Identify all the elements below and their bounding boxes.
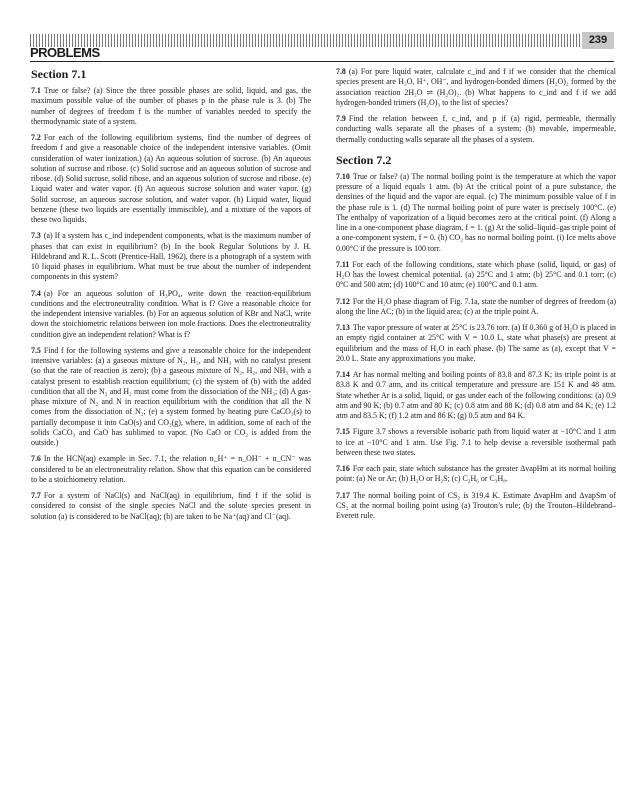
problem-item (336, 260, 616, 291)
problem-text: Find the relation between f, c_ind, and p if (a) rigid, permeable, thermally conducting walls separate all the phases of a system; (b) movable, impermeable, thermally conducting walls separate all the phases of a system. (336, 114, 616, 144)
problem-text: For each pair, state which substance has the greater ΔvapHm at its normal boiling point: (a) Ne or Ar; (b) H₂O or H₂S; (c) C₂H₆ or C₃H₈. (336, 464, 616, 484)
problem-number: 7.17 (336, 490, 350, 500)
problem-item (31, 231, 311, 282)
problem-number: 7.2 (31, 133, 41, 142)
problem-number: 7.15 (336, 427, 350, 437)
chapter-problems-title-bar (30, 44, 614, 62)
problem-number: 7.14 (336, 370, 350, 379)
problem-item (31, 86, 311, 127)
problem-text: The vapor pressure of water at 25°C is 23.76 torr. (a) If 0.360 g of H₂O is placed in an empty rigid container at 25°C with V = 10.0 L, state what phase(s) are present at equilibrium and the mass of H₂O in each phase. (b) The same as (a), except that V = 20.0 L. State any approximations you make. (336, 323, 616, 363)
problem-number: 7.5 (31, 345, 41, 355)
problem-item (336, 67, 616, 108)
problem-number: 7.1 (31, 86, 41, 95)
problem-text: (a) For pure liquid water, calculate c_ind and f if we consider that the chemical species present are H₂O, H⁺, OH⁻, and hydrogen-bonded dimers (H₂O)₂ formed by the association reaction 2H₂O ⇌ (H₂O)₂. (b) What happens to c_ind and f if we add hydrogen-bonded trimers (H₂O)₃ to the list of species? (336, 67, 616, 107)
problem-item (31, 289, 311, 340)
right-column (336, 67, 616, 527)
section-heading: Section 7.1 (31, 67, 87, 81)
problem-text: Find f for the following systems and give a reasonable choice for the independent intensive variables: (a) a gaseous mixture of N₂, H₂, and NH₃ with no catalyst present (so that the rate of reaction is zero); (b) a gaseous mixture of N₂, H₂, and NH₃ with a catalyst present to establish reaction equilibrium; (c) the system of (b) with the added condition that all the N₂ and H₂ must come from the dissociation of the NH₃; (d) A gas-phase mixture of N₂ and N in reaction equilibrium with the condition that all the N comes from the dissociation of N₂; (e) a system formed by heating pure CaCO₃(s) to partially decompose it into CaO(s) and CO₂(g), where, in addition, some of each of the solids CaCO₃ and CaO has sublimed to vapor. (No CaO or CO₂ is added from the outside.) (31, 345, 311, 447)
section-heading: Section 7.2 (336, 152, 392, 167)
problem-number: 7.16 (336, 464, 350, 473)
problem-number: 7.12 (336, 296, 350, 306)
problem-item (336, 323, 616, 364)
problem-number: 7.8 (336, 67, 346, 76)
problem-item (31, 454, 311, 485)
problem-item (336, 114, 616, 145)
problem-item (336, 491, 616, 522)
problem-number: 7.4 (31, 288, 41, 298)
problem-text: Figure 3.7 shows a reversible isobaric path from liquid water at −10°C and 1 atm to ice at −10°C and 1 atm. Use Fig. 7.1 to help devise a reversible isothermal path between these two states. (336, 427, 616, 457)
problem-item (31, 346, 311, 449)
problem-item (31, 491, 311, 522)
left-column (31, 67, 311, 528)
problems-title: PROBLEMS (30, 45, 100, 60)
title-rule (30, 61, 614, 62)
problem-text: Ar has normal melting and boiling points of 83.8 and 87.3 K; its triple point is at 83.8 K and 0.7 atm, and its critical temperature and pressure are 151 K and 48 atm. State whether Ar is a solid, liquid, or gas under each of the following conditions: (a) 0.9 atm and 90 K; (b) 0.7 atm and 80 K; (c) 0.8 atm and 88 K; (d) 0.8 atm and 84 K; (e) 1.2 atm and 83.5 K; (f) 1.2 atm and 86 K; (g) 0.5 atm and 84 K. (336, 370, 616, 420)
problem-item (336, 464, 616, 485)
problem-text: (a) For an aqueous solution of H₃PO₄, write down the reaction-equilibrium conditions and the electroneutrality condition. What is f? Give a reasonable choice for the independent intensive variables. (b) For an aqueous solution of KBr and NaCl, write down the stoichiometric relations between ion mole fractions. Does the electroneutrality condition give an independent relation? What is f? (31, 288, 311, 339)
problem-text: (a) If a system has c_ind independent components, what is the maximum number of phases that can exist in equilibrium? (b) In the book Regular Solutions by J. H. Hildebrand and R. L. Scott (Prentice-Hall, 1962), there is a photograph of a system with 10 liquid phases in equilibrium. What must be true about the number of independent components in this system? (31, 231, 311, 282)
problem-number: 7.10 (336, 171, 350, 181)
problem-text: For a system of NaCl(s) and NaCl(aq) in equilibrium, find f if the solid is considered to consist of the single species NaCl and the solute species present in solution (a) is considered to be NaCl(aq); (b) are taken to be Na⁺(aq) and Cl⁻(aq). (31, 491, 311, 521)
problem-number: 7.13 (336, 323, 350, 332)
problem-number: 7.7 (31, 491, 41, 500)
problem-item (336, 297, 616, 318)
problem-text: For the H₂O phase diagram of Fig. 7.1a, state the number of degrees of freedom (a) along the line AC; (b) in the liquid area; (c) at the triple point A. (336, 296, 616, 316)
problem-number: 7.3 (31, 231, 41, 241)
problem-item (336, 427, 616, 458)
problem-number: 7.9 (336, 114, 346, 123)
problem-item (336, 370, 616, 421)
problem-text: For each of the following equilibrium systems, find the number of degrees of freedom f and give a reasonable choice of the independent intensive variables. (Omit consideration of water ionization.) (a) An aqueous solution of sucrose. (b) An aqueous solution of sucrose and ribose. (c) Solid sucrose and an aqueous solution of sucrose and ribose. (d) Solid sucrose, solid ribose, and an aqueous solution of sucrose and ribose. (e) Liquid water and water vapor. (f) An aqueous sucrose solution and water vapor. (g) Solid sucrose, an aqueous sucrose solution, and water vapor. (h) Liquid water, liquid benzene (these two liquids are essentially immiscible), and a mixture of the vapors of these two liquids. (31, 133, 311, 224)
page-number: 239 (582, 32, 614, 49)
problem-number: 7.6 (31, 454, 41, 464)
problem-text: In the HCN(aq) example in Sec. 7.1, the relation n_H⁺ = n_OH⁻ + n_CN⁻ was considered to be an electroneutrality relation. Show that this equation can be considered to be a stoichiometry relation. (31, 454, 311, 484)
problem-text: For each of the following conditions, state which phase (solid, liquid, or gas) of H₂O has the lowest chemical potential. (a) 25°C and 1 atm; (b) 25°C and 0.1 torr; (c) 0°C and 500 atm; (d) 100°C and 10 atm; (e) 100°C and 0.1 atm. (336, 259, 616, 290)
problem-number: 7.11 (336, 259, 350, 269)
problem-item (336, 172, 616, 254)
problem-text: True or false? (a) Since the three possible phases are solid, liquid, and gas, the maximum possible value of the number of phases p in the phase rule is 3. (b) The number of degrees of freedom f is the number of variables needed to specify the thermodynamic state of a system. (31, 86, 311, 126)
problem-item (31, 133, 311, 225)
problem-text: True or false? (a) The normal boiling point is the temperature at which the vapor pressure of a liquid equals 1 atm. (b) At the critical point of a pure substance, the densities of the liquid and the vapor are equal. (c) The minimum possible value of f in the phase rule is 1. (d) The normal boiling point of pure water is precisely 100°C. (e) The enthalpy of vaporization of a liquid becomes zero at the critical point. (f) Along a line in a one-component phase diagram, f = 1. (g) At the solid–liquid–gas triple point of a one-component system, f = 0. (h) CO₂ has no normal boiling point. (i) Ice melts above 0.00°C if the pressure is 100 torr. (336, 171, 616, 253)
problem-text: The normal boiling point of CS₂ is 319.4 K. Estimate ΔvapHm and ΔvapSm of CS₂ at the normal boiling point using (a) Trouton’s rule; (b) the Trouton–Hildebrand–Everett rule. (336, 490, 616, 520)
